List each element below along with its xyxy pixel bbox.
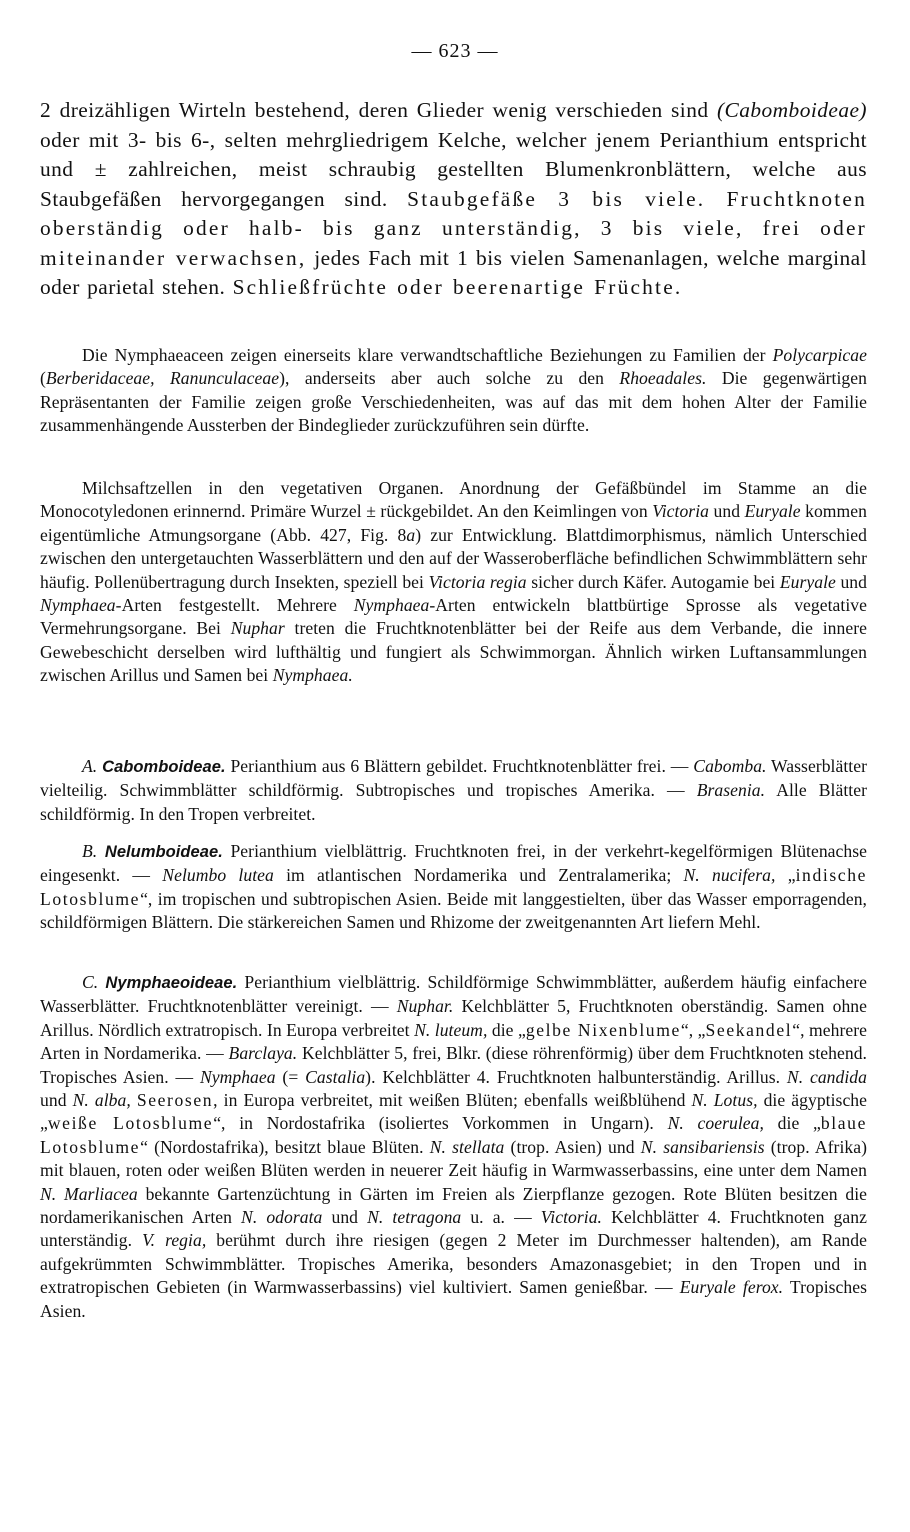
text-run: -Arten festgestellt. Mehrere <box>115 595 354 616</box>
taxon-name: Cabomba. <box>693 756 767 776</box>
text-run: ), anderseits aber auch solche zu den <box>279 368 620 389</box>
text-run: im atlantischen Nordamerika und Zentralamerika; <box>273 865 684 886</box>
text-run: u. a. — <box>461 1207 541 1228</box>
taxon-name: N. luteum, <box>414 1019 488 1040</box>
text-run: und <box>40 1090 73 1111</box>
text-run: die ägyptische „ <box>40 1090 868 1134</box>
text-run: “, in Nordostafrika (isoliertes Vorkommen in Ungarn). <box>213 1113 668 1134</box>
taxon-name: N. candida <box>786 1066 867 1087</box>
section-letter: A. <box>82 756 98 776</box>
spaced-text: Staubgefäße 3 bis viele. Fruchtknoten oberständig oder halb- bis ganz unterständig, 3 bis viele, frei oder miteinander verwachsen, <box>40 186 867 270</box>
taxon-name: Nuphar. <box>396 996 454 1017</box>
taxon-name: Berberidaceae, Ranunculaceae <box>45 368 280 389</box>
figure-ref: a <box>406 524 416 545</box>
section-letter: B. <box>82 841 98 861</box>
taxon-name: Victoria. <box>540 1207 602 1228</box>
common-name: Seerosen <box>136 1090 214 1111</box>
section-letter: C. <box>82 972 99 992</box>
text-run: „ <box>775 865 796 886</box>
taxon-name: Rhoeadales. <box>619 368 707 389</box>
text-run: Alle Blätter schildförmig. In den Tropen verbreitet. <box>40 780 867 824</box>
text-run: und <box>835 571 867 592</box>
text-run: Perianthium aus 6 Blättern gebildet. Fruchtknotenblätter frei. — <box>225 756 694 776</box>
morphology-paragraph <box>40 477 867 688</box>
text-run: sicher durch Käfer. Autogamie bei <box>526 571 780 592</box>
section-c-nymphaeoideae <box>40 971 867 1323</box>
text-run: (= <box>275 1066 306 1087</box>
relationships-paragraph <box>40 344 867 438</box>
common-name: weiße Lotosblume <box>47 1113 214 1134</box>
text-run: und <box>322 1207 368 1228</box>
taxon-name: N. stellata <box>429 1136 505 1157</box>
text-run: bekannte Gartenzüchtung in Gärten im Freien als Zierpflanze gezogen. Rote Blüten besitzen die nordamerikanischen Arten <box>40 1183 868 1228</box>
section-heading: Nymphaeoideae. <box>105 974 238 992</box>
text-run: ( <box>40 368 46 389</box>
text-run: “, mehrere Arten in Nordamerika. — <box>40 1019 867 1064</box>
taxon-name: (Cabomboideae) <box>716 98 867 122</box>
text-run: Kelchblätter 4. Fruchtknoten ganz unterständig. <box>40 1207 867 1251</box>
text-run: Kelchblätter 5, frei, Blkr. (diese röhrenförmig) über dem Fruchtknoten stehend. Tropisches Asien. — <box>40 1043 868 1087</box>
text-run: Wasserblätter vielteilig. Schwimmblätter schildförmig. Subtropisches und tropisches Amerika. — <box>40 756 868 801</box>
taxon-name: Nymphaea <box>40 595 116 616</box>
text-run: jedes Fach mit 1 bis vielen Samenanlagen, welche marginal oder parietal stehen. <box>40 245 867 299</box>
text-run: treten die Fruchtknotenblätter bei der Reife aus dem Verbande, die innere Gewebeschicht derselben wird lufthältig und fungiert als Schwimmorgan. Ähnlich wirken Luftansammlungen zwischen Arillus und Samen bei <box>40 618 867 686</box>
taxon-name: Barclaya. <box>228 1043 298 1064</box>
text-run: ). Kelchblätter 4. Fruchtknoten halbunterständig. Arillus. <box>365 1066 787 1087</box>
text-run: , in Europa verbreitet, mit weißen Blüten; ebenfalls weißblühend <box>213 1090 692 1111</box>
taxon-name: N. Marliacea <box>40 1183 138 1204</box>
section-a-cabomboideae <box>40 755 867 826</box>
spaced-text: Schließfrüchte oder beerenartige Früchte. <box>232 275 683 299</box>
text-run: berühmt durch ihre riesigen (gegen 2 Meter im Durchmesser haltenden), am Rande aufgekrümmten Schwimmblätter. Tropisches Amerika, besonders Amazonasgebiet; in den Tropen und in extratropischen Gebieten (in Warmwasserbassins) viel kultiviert. Samen genießbar. — <box>40 1230 867 1298</box>
text-run: (trop. Asien) und <box>504 1136 641 1157</box>
common-name: blaue Lotosblume <box>40 1113 867 1157</box>
taxon-name: Nuphar <box>230 618 285 639</box>
text-run: und <box>709 501 745 522</box>
common-name: gelbe Nixenblume <box>525 1019 681 1040</box>
text-run: die „ <box>763 1113 821 1134</box>
taxon-name: N. nucifera, <box>683 865 776 886</box>
taxon-name: Castalia <box>305 1066 366 1087</box>
taxon-name: N. sansibariensis <box>640 1136 765 1157</box>
common-name: Seekandel <box>705 1019 793 1040</box>
taxon-name: N. odorata <box>241 1207 323 1228</box>
taxon-name: Nymphaea. <box>272 665 353 686</box>
taxon-name: Nymphaea <box>353 595 430 616</box>
section-heading: Nelumboideae. <box>104 843 223 861</box>
taxon-name: Euryale ferox. <box>679 1277 784 1298</box>
text-run: oder mit 3- bis 6-, selten mehrgliedrigem Kelche, welcher jenem Perianthium entspricht und ± zahlreichen, meist schraubig gestellten Blumenkronblättern, welche aus Staubgefäßen hervorgegangen sind. <box>40 127 867 211</box>
text-run: Die Nymphaeaceen zeigen einerseits klare verwandtschaftliche Beziehungen zu Familien der <box>82 345 773 365</box>
taxon-name: Euryale <box>744 501 801 522</box>
text-run: 2 dreizähligen Wirteln bestehend, deren Glieder wenig verschieden sind <box>40 98 717 122</box>
text-run: (trop. Afrika) mit blauen, roten oder weißen Blüten werden in neuerer Zeit häufig in Warmwasserbassins, eine unter dem Namen <box>40 1136 868 1181</box>
text-run: Perianthium vielblättrig. Fruchtknoten frei, in der verkehrt-kegelförmigen Blütenachse eingesenkt. — <box>40 841 868 886</box>
text-run: ) zur Entwicklung. Blattdimorphismus, nämlich Unterschied zwischen den untergetauchten Wasserblättern und den auf der Wasseroberfläche befindlichen Schwimmblättern sehr häufig. Pollenübertragung durch Insekten, speziell bei <box>40 524 867 592</box>
taxon-name: Polycarpicae <box>772 345 867 365</box>
text-run: Milchsaftzellen in den vegetativen Organen. Anordnung der Gefäßbündel im Stamme an die Monocotyledonen erinnernd. Primäre Wurzel ± rückgebildet. An den Keimlingen von <box>40 478 867 522</box>
taxon-name: N. tetragona <box>367 1207 462 1228</box>
section-b-nelumboideae <box>40 840 867 935</box>
text-run: Die gegenwärtigen Repräsentanten der Familie zeigen große Verschiedenheiten, was auf das mit dem hohen Alter der Familie zusammenhängende Aussterben der Bindeglieder zurückzuführen sein dürfte. <box>40 368 867 436</box>
taxon-name: N. coerulea, <box>667 1113 764 1134</box>
text-run: “, im tropischen und subtropischen Asien. Beide mit langgestielten, über das Wasser emporragenden, schildförmigen Blättern. Die stärkereichen Samen und Rhizome der zweitgenannten Art liefern Mehl. <box>40 888 867 933</box>
taxon-name: V. regia, <box>142 1230 207 1251</box>
taxon-name: N. alba, <box>72 1090 131 1111</box>
text-run: Tropisches Asien. <box>40 1277 868 1321</box>
text-run: Perianthium vielblättrig. Schildförmige Schwimmblätter, außerdem häufig einfachere Wasserblätter. Fruchtknotenblätter vereinigt. — <box>40 972 867 1017</box>
text-run: Kelchblätter 5, Fruchtknoten oberständig. Samen ohne Arillus. Nördlich extratropisch. In Europa verbreitet <box>40 996 867 1040</box>
text-run: “ (Nordostafrika), besitzt blaue Blüten. <box>140 1136 430 1157</box>
intro-paragraph <box>40 96 867 303</box>
section-heading: Cabomboideae. <box>102 758 226 776</box>
taxon-name: Brasenia. <box>696 780 766 801</box>
text-run: die „ <box>487 1019 526 1040</box>
taxon-name: Nymphaea <box>199 1066 276 1087</box>
text-run: “, „ <box>680 1019 706 1040</box>
text-run: kommen eigentümliche Atmungsorgane (Abb. 427, Fig. 8 <box>40 501 867 545</box>
taxon-name: Nelumbo lutea <box>162 865 274 886</box>
text-run: -Arten entwickeln blattbürtige Sprosse als vegetative Vermehrungsorgane. Bei <box>40 595 867 639</box>
page-number: — 623 — <box>411 40 499 62</box>
taxon-name: N. Lotus, <box>691 1090 758 1111</box>
taxon-name: Victoria regia <box>428 571 527 592</box>
taxon-name: Victoria <box>652 501 709 522</box>
taxon-name: Euryale <box>779 571 836 592</box>
common-name: indische Lotosblume <box>40 865 867 909</box>
